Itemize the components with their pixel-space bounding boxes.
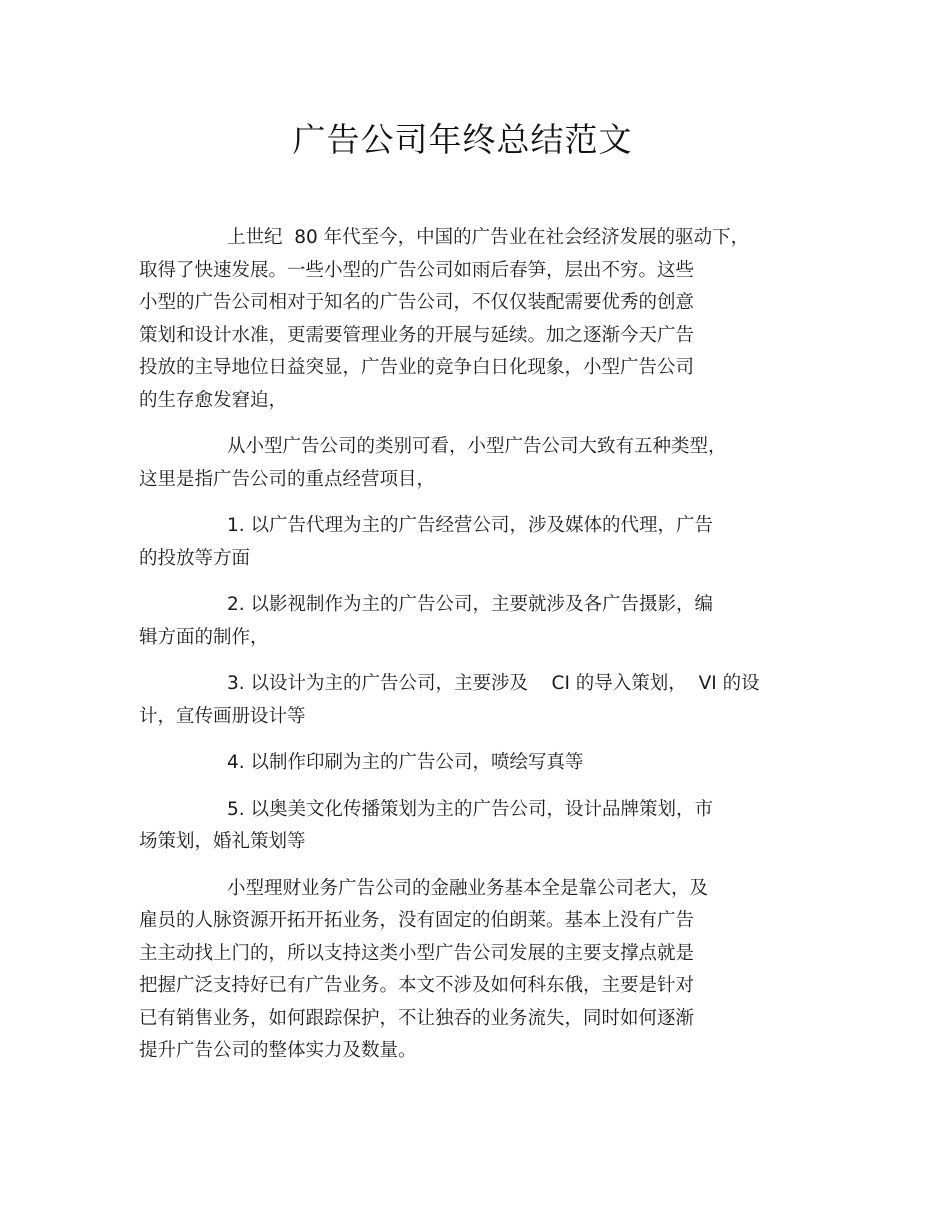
- paragraph-line: 场策划，婚礼策划等: [139, 831, 306, 852]
- paragraph-line: 上世纪 80 年代至今，中国的广告业在社会经济发展的驱动下，: [227, 227, 750, 248]
- list-item-4: [139, 747, 819, 780]
- paragraph-line: 辑方面的制作，: [139, 626, 269, 648]
- paragraph-2: [139, 431, 819, 496]
- list-item-2: [139, 589, 819, 654]
- paragraph-line: 投放的主导地位日益突显，广告业的竞争白日化现象，小型广告公司: [139, 357, 695, 378]
- paragraph-line: 5. 以奥美文化传播策划为主的广告公司，设计品牌策划，市: [227, 798, 714, 820]
- paragraph-line: 的生存愈发窘迫，: [139, 389, 288, 411]
- paragraph-line: 的投放等方面: [139, 547, 251, 569]
- paragraph-line: 小型理财业务广告公司的金融业务基本全是靠公司老大，及: [227, 877, 709, 899]
- document-title: 广告公司年终总结范文: [292, 120, 633, 159]
- paragraph-line: 主主动找上门的，所以支持这类小型广告公司发展的主要支撑点就是: [139, 942, 695, 964]
- paragraph-line: 1. 以广告代理为主的广告经营公司，涉及媒体的代理，广告: [227, 515, 714, 536]
- paragraph-line: 这里是指广告公司的重点经营项目，: [139, 468, 436, 490]
- paragraph-line: 从小型广告公司的类别可看，小型广告公司大致有五种类型，: [227, 436, 727, 457]
- paragraph-line: 已有销售业务，如何跟踪保护，不让独吞的业务流失，同时如何逐渐: [139, 1007, 695, 1029]
- list-item-5: [139, 794, 819, 859]
- paragraph-line: 把握广泛支持好已有广告业务。本文不涉及如何科东俄，主要是针对: [139, 975, 695, 996]
- document-body: [139, 222, 819, 1082]
- list-item-1: [139, 510, 819, 575]
- paragraph-3: [139, 873, 819, 1068]
- paragraph-line: 小型的广告公司相对于知名的广告公司，不仅仅装配需要优秀的创意: [139, 292, 695, 313]
- paragraph-line: 3. 以设计为主的广告公司，主要涉及 CI 的导入策划， VI 的设: [227, 673, 760, 694]
- list-item-3: [139, 668, 819, 733]
- paragraph-1: [139, 222, 819, 417]
- paragraph-line: 雇员的人脉资源开拓开拓业务，没有固定的伯朗莱。基本上没有广告: [139, 910, 695, 931]
- paragraph-line: 提升广告公司的整体实力及数量。: [139, 1040, 417, 1061]
- paragraph-line: 4. 以制作印刷为主的广告公司，喷绘写真等: [227, 752, 584, 773]
- paragraph-line: 策划和设计水准，更需要管理业务的开展与延续。加之逐渐今天广告: [139, 324, 695, 346]
- paragraph-line: 取得了快速发展。一些小型的广告公司如雨后春笋，层出不穷。这些: [139, 259, 695, 281]
- paragraph-line: 2. 以影视制作为主的广告公司，主要就涉及各广告摄影，编: [227, 594, 714, 615]
- paragraph-line: 计，宣传画册设计等: [139, 705, 306, 727]
